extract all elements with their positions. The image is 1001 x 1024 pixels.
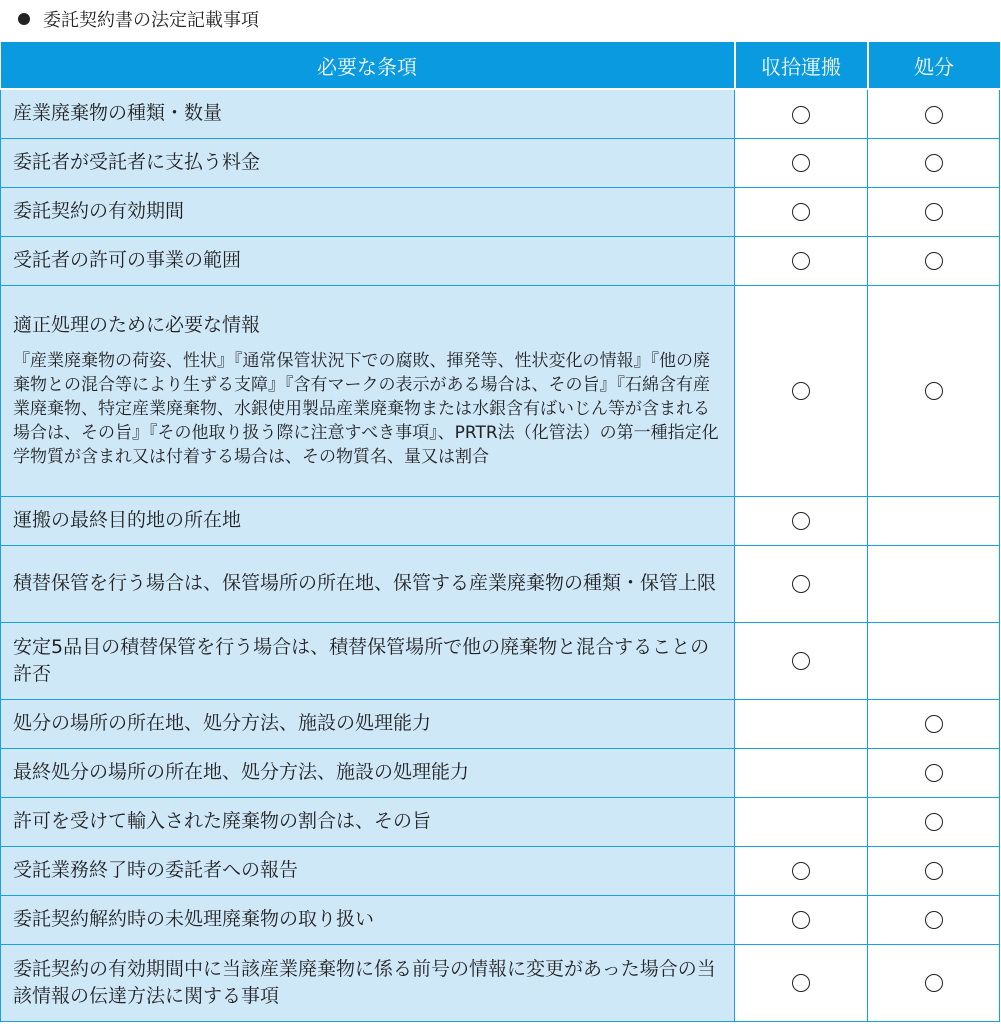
disposal-cell xyxy=(868,944,1000,1021)
item-label: 受託業務終了時の委託者への報告 xyxy=(13,859,299,881)
item-label: 処分の場所の所在地、処分方法、施設の処理能力 xyxy=(13,712,432,734)
circle-mark-icon xyxy=(792,252,810,270)
table-row xyxy=(1,748,1000,797)
circle-mark-icon xyxy=(792,106,810,124)
item-label: 委託契約解約時の未処理廃棄物の取り扱い xyxy=(13,908,375,930)
transport-cell xyxy=(735,846,868,895)
transport-cell xyxy=(735,622,868,699)
table-row xyxy=(1,944,1000,1021)
item-cell xyxy=(1,748,735,797)
table-row xyxy=(1,236,1000,285)
transport-cell xyxy=(735,138,868,187)
circle-mark-icon xyxy=(792,382,810,400)
circle-mark-icon xyxy=(792,974,810,992)
circle-mark-icon xyxy=(925,203,943,221)
column-header-transport: 収拾運搬 xyxy=(735,42,868,89)
transport-cell xyxy=(735,895,868,944)
circle-mark-icon xyxy=(925,974,943,992)
column-header-item: 必要な条項 xyxy=(1,42,735,89)
section-heading xyxy=(18,6,259,32)
heading-text: 委託契約書の法定記載事項 xyxy=(43,10,259,31)
circle-mark-icon xyxy=(925,764,943,782)
table-row xyxy=(1,545,1000,622)
circle-mark-icon xyxy=(792,154,810,172)
table-row xyxy=(1,89,1000,138)
column-header-disposal: 処分 xyxy=(868,42,1000,89)
circle-mark-icon xyxy=(925,252,943,270)
transport-cell xyxy=(735,699,868,748)
disposal-cell xyxy=(868,285,1000,496)
disposal-cell xyxy=(868,496,1000,545)
item-label: 積替保管を行う場合は、保管場所の所在地、保管する産業廃棄物の種類・保管上限 xyxy=(13,572,717,594)
circle-mark-icon xyxy=(792,575,810,593)
table-row xyxy=(1,895,1000,944)
item-cell xyxy=(1,944,735,1021)
item-label: 委託契約の有効期間 xyxy=(13,200,185,222)
disposal-cell xyxy=(868,545,1000,622)
item-label: 許可を受けて輸入された廃棄物の割合は、その旨 xyxy=(13,810,432,832)
table-row xyxy=(1,496,1000,545)
item-cell xyxy=(1,699,735,748)
item-note: 『産業廃棄物の荷姿、性状』『通常保管状況下での腐敗、揮発等、性状変化の情報』『他の廃棄物との混合等により生ずる支障』『含有マークの表示がある場合は、その旨』『石綿含有産業廃棄物、特定産業廃棄物、水銀使用製品産業廃棄物または水銀含有ばいじん等が含まれる場合は、その旨』『その他取り扱う際に注意すべき事項』、PRTR法（化管法）の第一種指定化学物質が含まれ又は付着する場合は、その物質名、量又は割合 xyxy=(13,351,719,467)
item-cell xyxy=(1,138,735,187)
circle-mark-icon xyxy=(925,862,943,880)
item-cell xyxy=(1,187,735,236)
circle-mark-icon xyxy=(792,512,810,530)
item-label: 安定5品目の積替保管を行う場合は、積替保管場所で他の廃棄物と混合することの許否 xyxy=(13,635,710,685)
transport-cell xyxy=(735,236,868,285)
transport-cell xyxy=(735,944,868,1021)
disposal-cell xyxy=(868,797,1000,846)
circle-mark-icon xyxy=(925,382,943,400)
item-cell xyxy=(1,545,735,622)
item-cell xyxy=(1,89,735,138)
circle-mark-icon xyxy=(792,203,810,221)
item-cell xyxy=(1,622,735,699)
circle-mark-icon xyxy=(925,154,943,172)
item-cell xyxy=(1,895,735,944)
transport-cell xyxy=(735,187,868,236)
disposal-cell xyxy=(868,748,1000,797)
item-label: 最終処分の場所の所在地、処分方法、施設の処理能力 xyxy=(13,761,470,783)
disposal-cell xyxy=(868,699,1000,748)
contract-items-table xyxy=(0,42,1000,1022)
item-cell xyxy=(1,846,735,895)
transport-cell xyxy=(735,89,868,138)
table-row xyxy=(1,285,1000,496)
circle-mark-icon xyxy=(925,106,943,124)
transport-cell xyxy=(735,797,868,846)
bullet-icon xyxy=(18,13,30,25)
item-label: 委託者が受託者に支払う料金 xyxy=(13,151,261,173)
table-header-row xyxy=(1,42,1000,89)
table-row xyxy=(1,622,1000,699)
circle-mark-icon xyxy=(925,911,943,929)
transport-cell xyxy=(735,748,868,797)
disposal-cell xyxy=(868,236,1000,285)
disposal-cell xyxy=(868,89,1000,138)
circle-mark-icon xyxy=(792,911,810,929)
table-row xyxy=(1,846,1000,895)
table-row xyxy=(1,187,1000,236)
transport-cell xyxy=(735,496,868,545)
table-row xyxy=(1,138,1000,187)
item-cell xyxy=(1,236,735,285)
item-label: 委託契約の有効期間中に当該産業廃棄物に係る前号の情報に変更があった場合の当該情報の伝達方法に関する事項 xyxy=(13,957,716,1007)
disposal-cell xyxy=(868,138,1000,187)
circle-mark-icon xyxy=(792,652,810,670)
item-label: 適正処理のために必要な情報 xyxy=(13,314,261,336)
item-cell xyxy=(1,797,735,846)
disposal-cell xyxy=(868,846,1000,895)
item-cell xyxy=(1,285,735,496)
disposal-cell xyxy=(868,187,1000,236)
item-cell xyxy=(1,496,735,545)
circle-mark-icon xyxy=(925,813,943,831)
disposal-cell xyxy=(868,622,1000,699)
table-row xyxy=(1,797,1000,846)
item-label: 運搬の最終目的地の所在地 xyxy=(13,509,242,531)
item-label: 受託者の許可の事業の範囲 xyxy=(13,249,242,271)
transport-cell xyxy=(735,285,868,496)
circle-mark-icon xyxy=(925,715,943,733)
disposal-cell xyxy=(868,895,1000,944)
item-label: 産業廃棄物の種類・数量 xyxy=(13,102,223,125)
transport-cell xyxy=(735,545,868,622)
table-row xyxy=(1,699,1000,748)
circle-mark-icon xyxy=(792,862,810,880)
